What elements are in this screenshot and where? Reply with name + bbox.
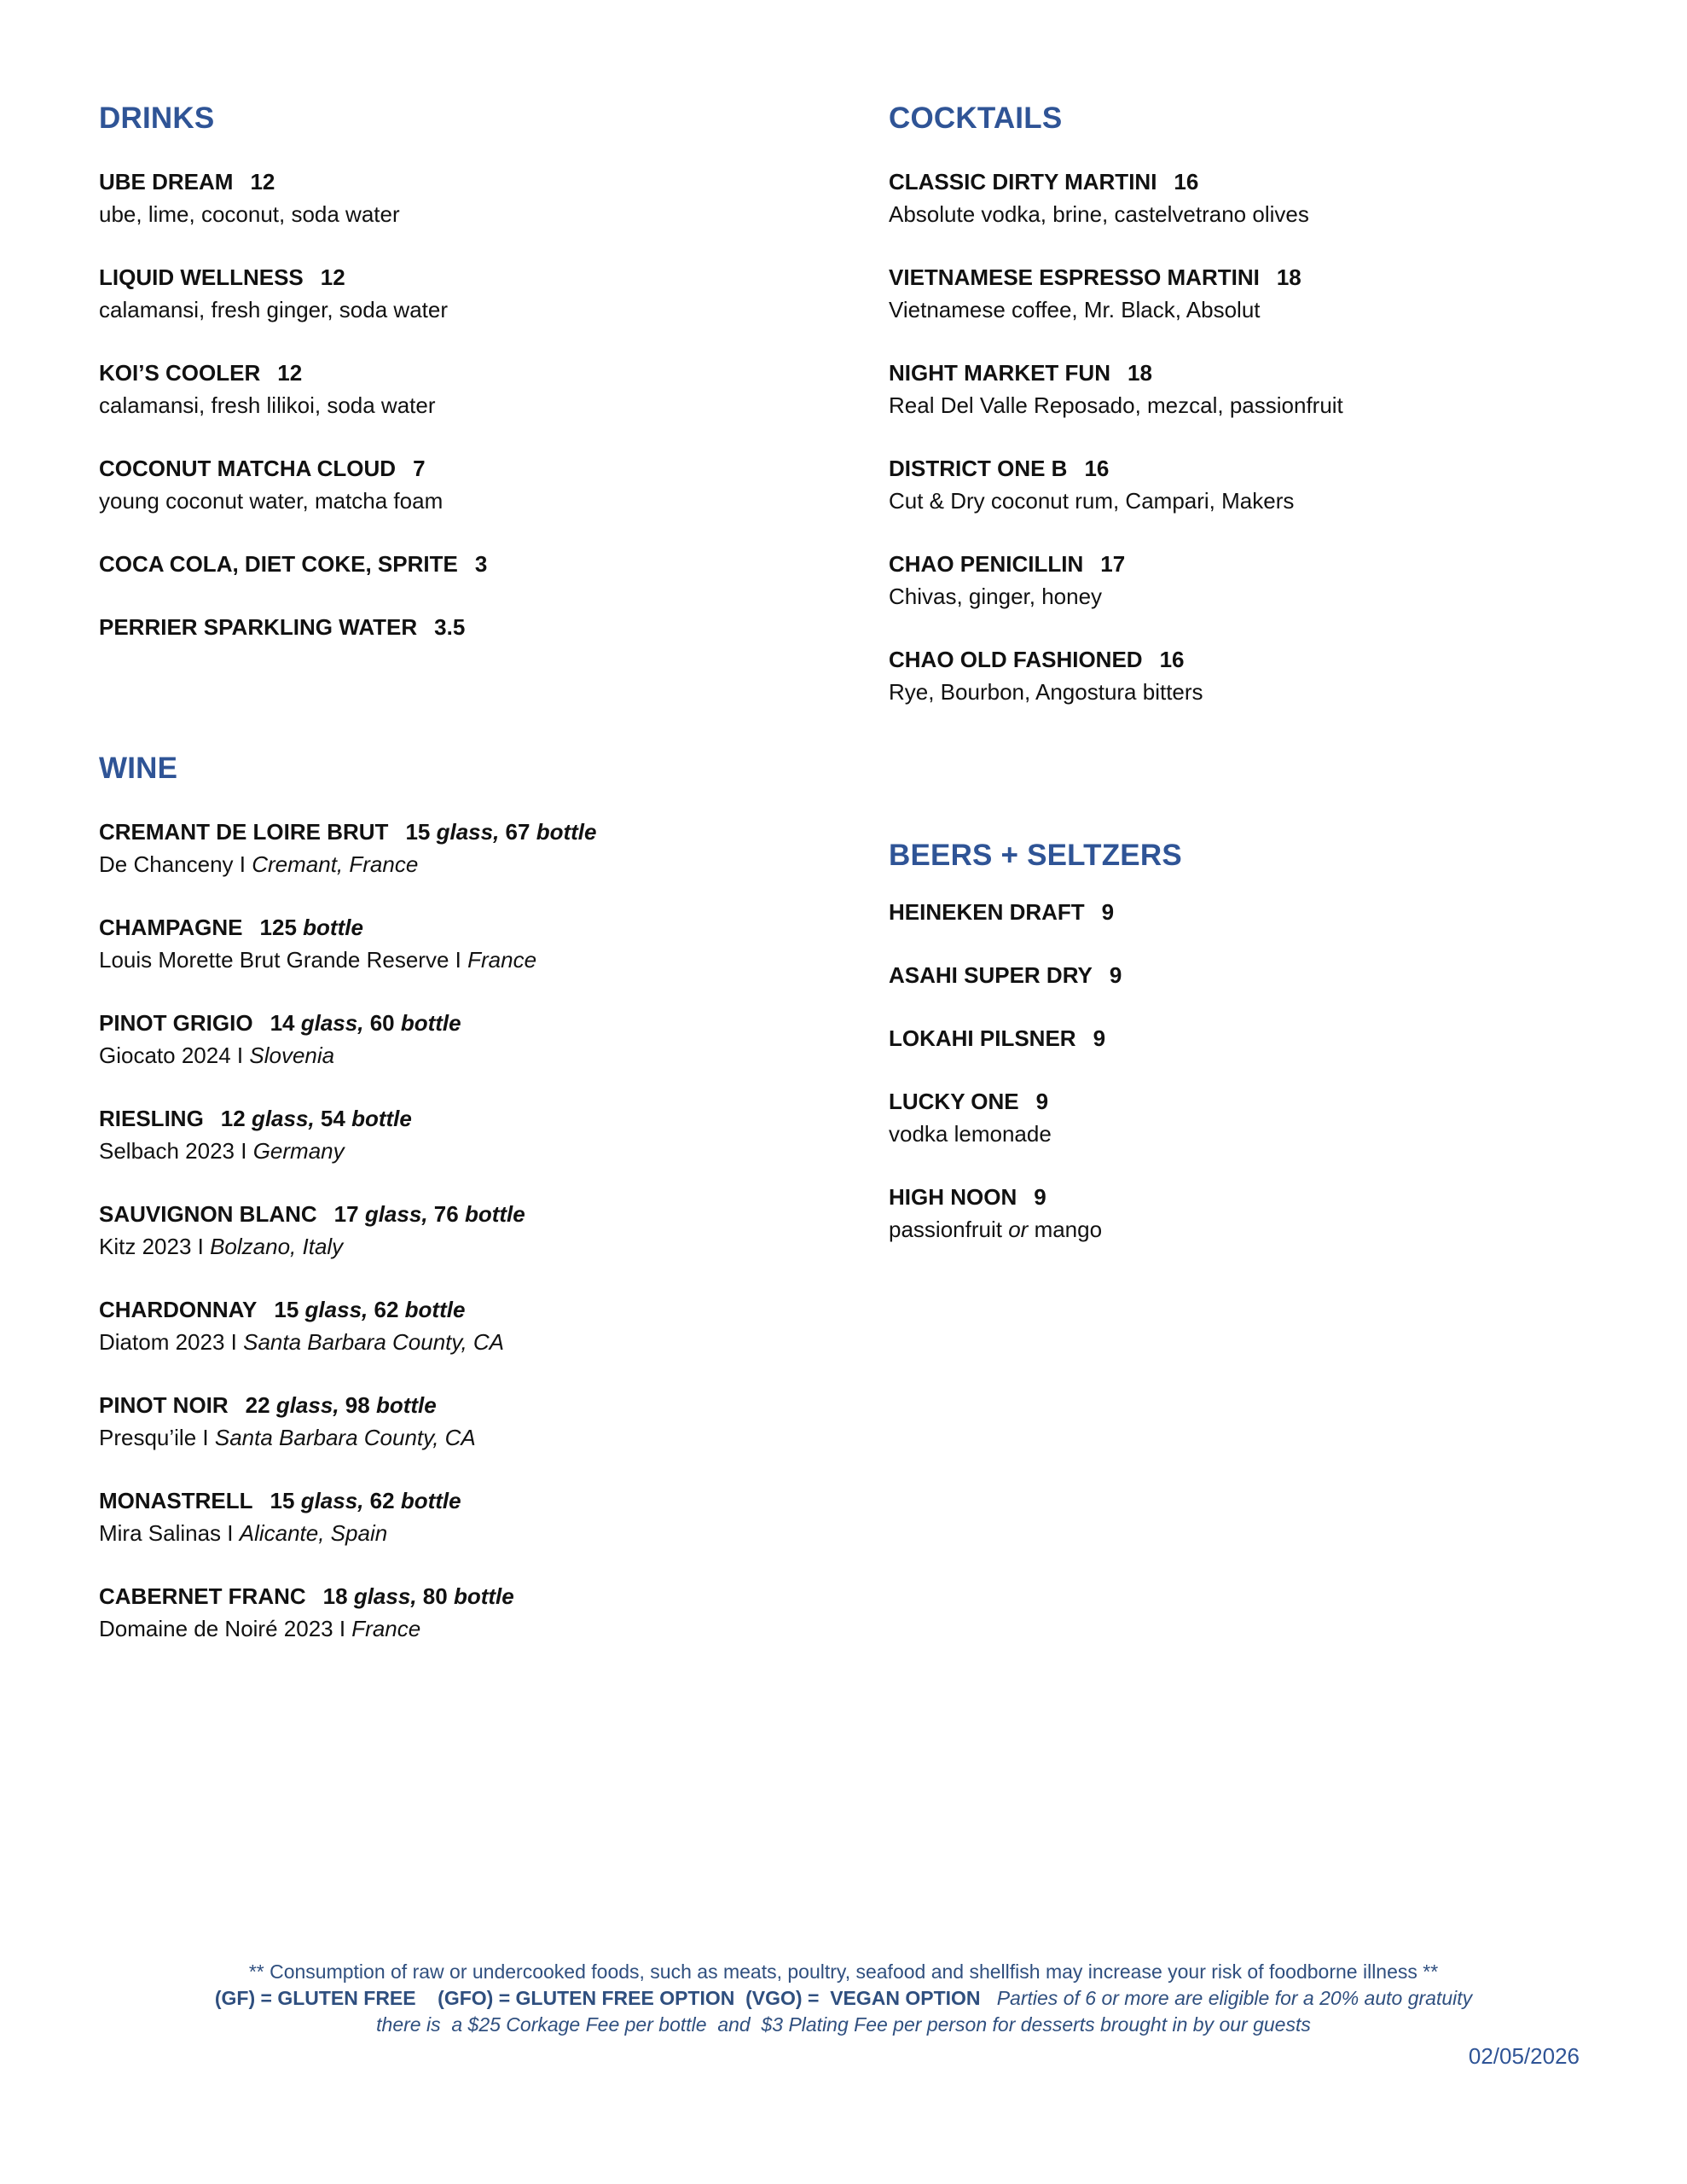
wine-producer: Diatom 2023 I — [99, 1329, 237, 1355]
description-or: or — [1008, 1217, 1029, 1242]
item-name: PERRIER SPARKLING WATER — [99, 614, 418, 640]
wine-producer: Louis Morette Brut Grande Reserve I — [99, 947, 461, 973]
item-price: 3.5 — [434, 614, 466, 640]
glass-label: glass, — [304, 1297, 368, 1322]
item-description — [99, 198, 487, 230]
beer-item — [889, 1022, 1182, 1054]
bottle-label: bottle — [464, 1201, 525, 1227]
bottle-price: 98 — [345, 1392, 370, 1418]
glass-price: 17 — [333, 1201, 359, 1227]
item-description — [99, 485, 487, 517]
drinks-section — [99, 101, 487, 674]
item-description — [889, 389, 1343, 421]
wine-producer: Mira Salinas I — [99, 1520, 234, 1546]
glass-label: glass, — [300, 1488, 364, 1513]
item-price: 9 — [1093, 1025, 1106, 1051]
wine-description — [99, 1039, 596, 1072]
item-title — [889, 1181, 1182, 1213]
drink-item — [99, 261, 487, 326]
cocktail-item — [889, 548, 1343, 613]
wine-name: CHARDONNAY — [99, 1297, 258, 1322]
item-title — [99, 611, 487, 643]
wine-title — [99, 911, 596, 944]
bottle-price: 80 — [422, 1583, 448, 1609]
wine-item — [99, 1389, 596, 1454]
wine-producer: Presqu’ile I — [99, 1425, 209, 1450]
item-price: 12 — [250, 169, 275, 195]
glass-price: 15 — [274, 1297, 299, 1322]
wine-origin: Germany — [252, 1138, 345, 1164]
item-name: CLASSIC DIRTY MARTINI — [889, 169, 1157, 195]
item-description — [889, 1213, 1182, 1246]
bottle-price: 67 — [505, 819, 530, 845]
description-text: calamansi, fresh lilikoi, soda water — [99, 392, 436, 418]
description-text: vodka lemonade — [889, 1121, 1052, 1147]
glass-price: 12 — [220, 1106, 246, 1131]
description-text: ube, lime, coconut, soda water — [99, 201, 400, 227]
cocktails-heading: COCKTAILS — [889, 102, 1063, 135]
wine-origin: Santa Barbara County, CA — [243, 1329, 505, 1355]
drink-item — [99, 452, 487, 517]
item-title — [99, 261, 487, 293]
wine-description — [99, 1517, 596, 1549]
wine-list — [99, 816, 596, 1645]
cocktail-item — [889, 261, 1343, 326]
item-name: KOI’S COOLER — [99, 360, 261, 386]
wine-origin: Slovenia — [249, 1043, 335, 1068]
bottle-price: 54 — [320, 1106, 345, 1131]
wine-title — [99, 1389, 596, 1421]
item-description — [889, 293, 1343, 326]
bottle-price: 76 — [433, 1201, 459, 1227]
item-name: HIGH NOON — [889, 1184, 1017, 1210]
item-name: DISTRICT ONE B — [889, 456, 1068, 481]
wine-producer: Giocato 2024 I — [99, 1043, 244, 1068]
item-description — [99, 389, 487, 421]
item-name: CHAO PENICILLIN — [889, 551, 1084, 577]
item-description — [889, 485, 1343, 517]
item-description — [889, 198, 1343, 230]
item-name: LOKAHI PILSNER — [889, 1025, 1076, 1051]
item-name: NIGHT MARKET FUN — [889, 360, 1110, 386]
wine-description — [99, 848, 596, 880]
beers-heading: BEERS + SELTZERS — [889, 839, 1182, 872]
wine-item — [99, 1580, 596, 1645]
drinks-heading: DRINKS — [99, 102, 215, 135]
wine-name: SAUVIGNON BLANC — [99, 1201, 317, 1227]
wine-title — [99, 1198, 596, 1230]
item-name: ASAHI SUPER DRY — [889, 962, 1093, 988]
footer-disclaimer: ** Consumption of raw or undercooked foods, such as meats, poultry, seafood and shellfish may increase your risk of foodborne illness ** — [248, 1960, 1439, 1983]
cocktail-item — [889, 166, 1343, 230]
wine-description — [99, 1230, 596, 1263]
item-price: 12 — [277, 360, 303, 386]
description-text: young coconut water, matcha foam — [99, 488, 443, 514]
item-price: 7 — [413, 456, 426, 481]
wine-title — [99, 1102, 596, 1135]
wine-origin: Alicante, Spain — [239, 1520, 388, 1546]
item-name: COCA COLA, DIET COKE, SPRITE — [99, 551, 458, 577]
item-title — [889, 452, 1343, 485]
item-price: 16 — [1174, 169, 1199, 195]
bottle-label: bottle — [351, 1106, 412, 1131]
item-title — [889, 166, 1343, 198]
beer-item — [889, 1085, 1182, 1150]
item-name: HEINEKEN DRAFT — [889, 899, 1085, 925]
item-description — [99, 293, 487, 326]
wine-name: PINOT GRIGIO — [99, 1010, 253, 1036]
item-price: 9 — [1034, 1184, 1046, 1210]
wine-origin: France — [351, 1616, 421, 1641]
beers-list — [889, 896, 1182, 1246]
beers-section — [889, 838, 1182, 1276]
wine-item — [99, 1293, 596, 1358]
wine-heading: WINE — [99, 752, 178, 785]
item-title — [889, 896, 1182, 928]
beer-item — [889, 896, 1182, 928]
description-text: passionfruit — [889, 1217, 1002, 1242]
wine-name: CHAMPAGNE — [99, 915, 243, 940]
cocktails-list — [889, 166, 1343, 708]
wine-name: CREMANT DE LOIRE BRUT — [99, 819, 389, 845]
wine-origin: France — [467, 947, 537, 973]
item-description — [889, 1118, 1182, 1150]
drink-item — [99, 166, 487, 230]
wine-section — [99, 751, 596, 1676]
item-price: 18 — [1276, 264, 1301, 290]
item-title — [99, 357, 487, 389]
wine-title — [99, 1580, 596, 1612]
drink-item — [99, 611, 487, 643]
item-name: VIETNAMESE ESPRESSO MARTINI — [889, 264, 1260, 290]
wine-producer: Kitz 2023 I — [99, 1234, 204, 1259]
item-name: COCONUT MATCHA CLOUD — [99, 456, 397, 481]
item-price: 16 — [1084, 456, 1110, 481]
wine-description — [99, 1135, 596, 1167]
corkage-note: there is a $25 Corkage Fee per bottle and $3 Plating Fee per person for desserts brought in by our guests — [376, 2013, 1311, 2036]
item-name: LIQUID WELLNESS — [99, 264, 304, 290]
wine-item — [99, 1007, 596, 1072]
description-end: mango — [1034, 1217, 1103, 1242]
glass-price: 22 — [245, 1392, 270, 1418]
drinks-list — [99, 166, 487, 643]
bottle-label: bottle — [453, 1583, 514, 1609]
wine-description — [99, 944, 596, 976]
wine-title — [99, 1007, 596, 1039]
wine-title — [99, 1484, 596, 1517]
item-description — [889, 676, 1343, 708]
item-title — [99, 548, 487, 580]
glass-label: glass, — [353, 1583, 417, 1609]
wine-origin: Bolzano, Italy — [210, 1234, 344, 1259]
menu-date: 02/05/2026 — [1468, 2043, 1580, 2069]
cocktail-item — [889, 357, 1343, 421]
item-description — [889, 580, 1343, 613]
description-text: calamansi, fresh ginger, soda water — [99, 297, 448, 322]
wine-name: CABERNET FRANC — [99, 1583, 306, 1609]
wine-item — [99, 816, 596, 880]
description-text: Real Del Valle Reposado, mezcal, passionfruit — [889, 392, 1343, 418]
bottle-price: 62 — [374, 1297, 399, 1322]
item-title — [889, 548, 1343, 580]
wine-origin: Santa Barbara County, CA — [214, 1425, 476, 1450]
item-price: 9 — [1035, 1089, 1049, 1114]
gratuity-note: Parties of 6 or more are eligible for a 20% auto gratuity — [996, 1987, 1473, 2009]
item-name: LUCKY ONE — [889, 1089, 1019, 1114]
glass-label: glass, — [275, 1392, 339, 1418]
cocktail-item — [889, 452, 1343, 517]
item-price: 9 — [1109, 962, 1122, 988]
bottle-label: bottle — [536, 819, 597, 845]
drink-item — [99, 357, 487, 421]
bottle-label: bottle — [375, 1392, 437, 1418]
item-title — [889, 959, 1182, 991]
glass-price: 18 — [322, 1583, 348, 1609]
bottle-price: 62 — [369, 1488, 395, 1513]
bottle-price: 125 — [259, 915, 297, 940]
item-title — [99, 452, 487, 485]
wine-description — [99, 1612, 596, 1645]
beer-item — [889, 1181, 1182, 1246]
description-text: Rye, Bourbon, Angostura bitters — [889, 679, 1203, 705]
item-title — [889, 357, 1343, 389]
item-title — [889, 261, 1343, 293]
description-text: Cut & Dry coconut rum, Campari, Makers — [889, 488, 1295, 514]
wine-name: RIESLING — [99, 1106, 204, 1131]
description-text: Vietnamese coffee, Mr. Black, Absolut — [889, 297, 1261, 322]
item-title — [99, 166, 487, 198]
item-name: UBE DREAM — [99, 169, 234, 195]
glass-price: 15 — [405, 819, 431, 845]
wine-producer: Selbach 2023 I — [99, 1138, 247, 1164]
wine-item — [99, 1484, 596, 1549]
cocktail-item — [889, 643, 1343, 708]
item-price: 9 — [1101, 899, 1115, 925]
item-name: CHAO OLD FASHIONED — [889, 647, 1143, 672]
wine-item — [99, 1198, 596, 1263]
item-price: 17 — [1100, 551, 1126, 577]
glass-price: 14 — [270, 1010, 295, 1036]
glass-label: glass, — [251, 1106, 315, 1131]
wine-description — [99, 1421, 596, 1454]
wine-name: PINOT NOIR — [99, 1392, 229, 1418]
bottle-label: bottle — [303, 915, 363, 940]
wine-title — [99, 1293, 596, 1326]
glass-price: 15 — [270, 1488, 295, 1513]
dietary-legend: (GF) = GLUTEN FREE (GFO) = GLUTEN FREE OPTION (VGO) = VEGAN OPTION — [214, 1987, 981, 2009]
item-price: 12 — [320, 264, 345, 290]
drink-item — [99, 548, 487, 580]
item-title — [889, 643, 1343, 676]
item-price: 16 — [1159, 647, 1185, 672]
item-price: 3 — [474, 551, 488, 577]
wine-title — [99, 816, 596, 848]
wine-item — [99, 1102, 596, 1167]
item-title — [889, 1085, 1182, 1118]
bottle-label: bottle — [400, 1010, 461, 1036]
glass-label: glass, — [436, 819, 500, 845]
wine-origin: Cremant, France — [252, 851, 419, 877]
wine-name: MONASTRELL — [99, 1488, 253, 1513]
wine-producer: Domaine de Noiré 2023 I — [99, 1616, 346, 1641]
footer-dietary-line — [0, 1987, 1687, 2010]
wine-description — [99, 1326, 596, 1358]
bottle-price: 60 — [369, 1010, 395, 1036]
glass-label: glass, — [300, 1010, 364, 1036]
description-text: Absolute vodka, brine, castelvetrano olives — [889, 201, 1309, 227]
cocktails-section — [889, 101, 1343, 739]
bottle-label: bottle — [404, 1297, 466, 1322]
wine-item — [99, 911, 596, 976]
wine-producer: De Chanceny I — [99, 851, 246, 877]
bottle-label: bottle — [400, 1488, 461, 1513]
description-text: Chivas, ginger, honey — [889, 584, 1103, 609]
item-title — [889, 1022, 1182, 1054]
glass-label: glass, — [364, 1201, 428, 1227]
item-price: 18 — [1127, 360, 1152, 386]
beer-item — [889, 959, 1182, 991]
